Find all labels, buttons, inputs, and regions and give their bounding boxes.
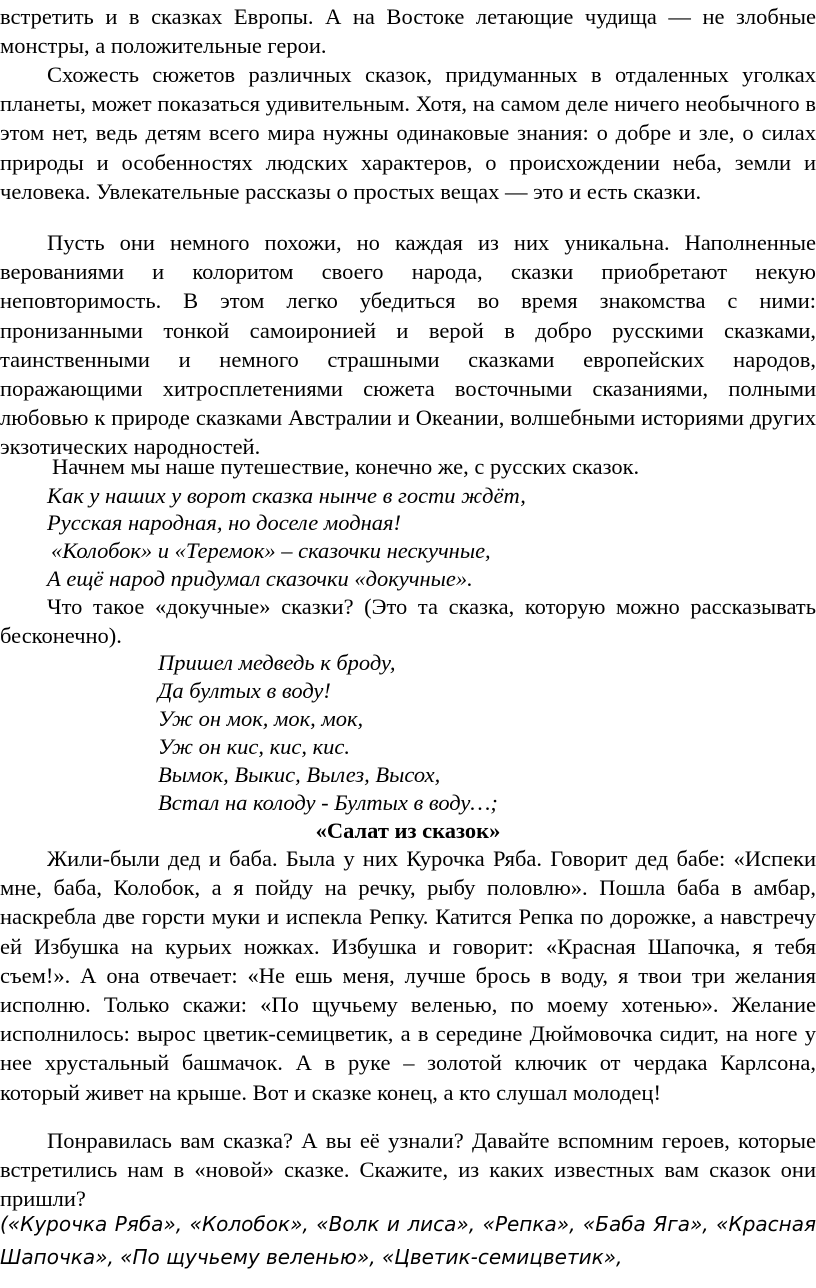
paragraph-journey-start: Начнем мы наше путешествие, конечно же, с русских сказок.	[52, 454, 640, 479]
section-title: «Салат из сказок»	[315, 818, 501, 843]
verse-line: А ещё народ придумал сказочки «докучные».	[47, 566, 473, 591]
verse-line: Да бултых в воду!	[158, 678, 331, 703]
answer-list: («Курочка Ряба», «Колобок», «Волк и лиса», «Репка», «Баба Яга», «Красная Шапочка», «По щучьему веленью», «Цветик-семицветик»,	[0, 1212, 816, 1269]
verse-line: Русская народная, но доселе модная!	[47, 510, 401, 535]
verse-line: Встал на колоду - Бултых в воду…;	[158, 790, 498, 815]
paragraph-salad-story: Жили-были дед и баба. Была у них Курочка Ряба. Говорит дед бабе: «Испеки мне, баба, Колобок, а я пойду на речку, рыбу половлю». Пошла баба в амбар, наскребла две горсти муки и испекла Репку. Катится Репка по дорожке, а навстречу ей Избушка на курьих ножках. Избушка и говорит: «Красная Шапочка, я тебя съем!». А она отвечает: «Не ешь меня, лучше брось в воду, я твои три желания исполню. Только скажи: «По щучьему веленью, по моему хотенью». Желание исполнилось: вырос цветик-семицветик, а в середине Дюймовочка сидит, на ноге у нее хрустальный башмачок. А в руке – золотой ключик от чердака Карлсона, который живет на крыше. Вот и сказке конец, а кто слушал молодец!	[0, 846, 816, 1105]
verse-line: «Колобок» и «Теремок» – сказочки нескучные,	[51, 538, 491, 563]
verse-line: Пришел медведь к броду,	[158, 650, 396, 675]
verse-line: Уж он мок, мок, мок,	[158, 706, 364, 731]
paragraph-question: Что такое «докучные» сказки? (Это та сказка, которую можно рассказывать бесконечно).	[0, 594, 816, 649]
paragraph-uniqueness: Пусть они немного похожи, но каждая из них уникальна. Наполненные верованиями и колоритом своего народа, сказки приобретают некую неповторимость. В этом легко убедиться во время знакомства с ними: пронизанными тонкой самоиронией и верой в добро русскими сказками, таинственными и немного страшными сказками европейских народов, поражающими хитросплетениями сюжета восточными сказаниями, полными любовью к природе сказками Австралии и Океании, волшебными историями других экзотических народностей.	[0, 230, 816, 460]
verse-line: Уж он кис, кис, кис.	[158, 734, 351, 759]
paragraph-similarity: Схожесть сюжетов различных сказок, придуманных в отдаленных уголках планеты, может показаться удивительным. Хотя, на самом деле ничего необычного в этом нет, ведь детям всего мира нужны одинаковые знания: о добре и зле, о силах природы и особенностях людских характеров, о происхождении неба, земли и человека. Увлекательные рассказы о простых вещах — это и есть сказки.	[0, 62, 816, 204]
verse-line: Как у наших у ворот сказка нынче в гости ждёт,	[47, 483, 526, 508]
paragraph-europe-east: встретить и в сказках Европы. А на Востоке летающие чудища — не злобные монстры, а положительные герои.	[0, 4, 816, 59]
verse-line: Вымок, Выкис, Вылез, Высох,	[158, 762, 441, 787]
paragraph-prompt: Понравилась вам сказка? А вы её узнали? Давайте вспомним героев, которые встретились нам в «новой» сказке. Скажите, из каких известных вам сказок они пришли?	[0, 1128, 816, 1212]
